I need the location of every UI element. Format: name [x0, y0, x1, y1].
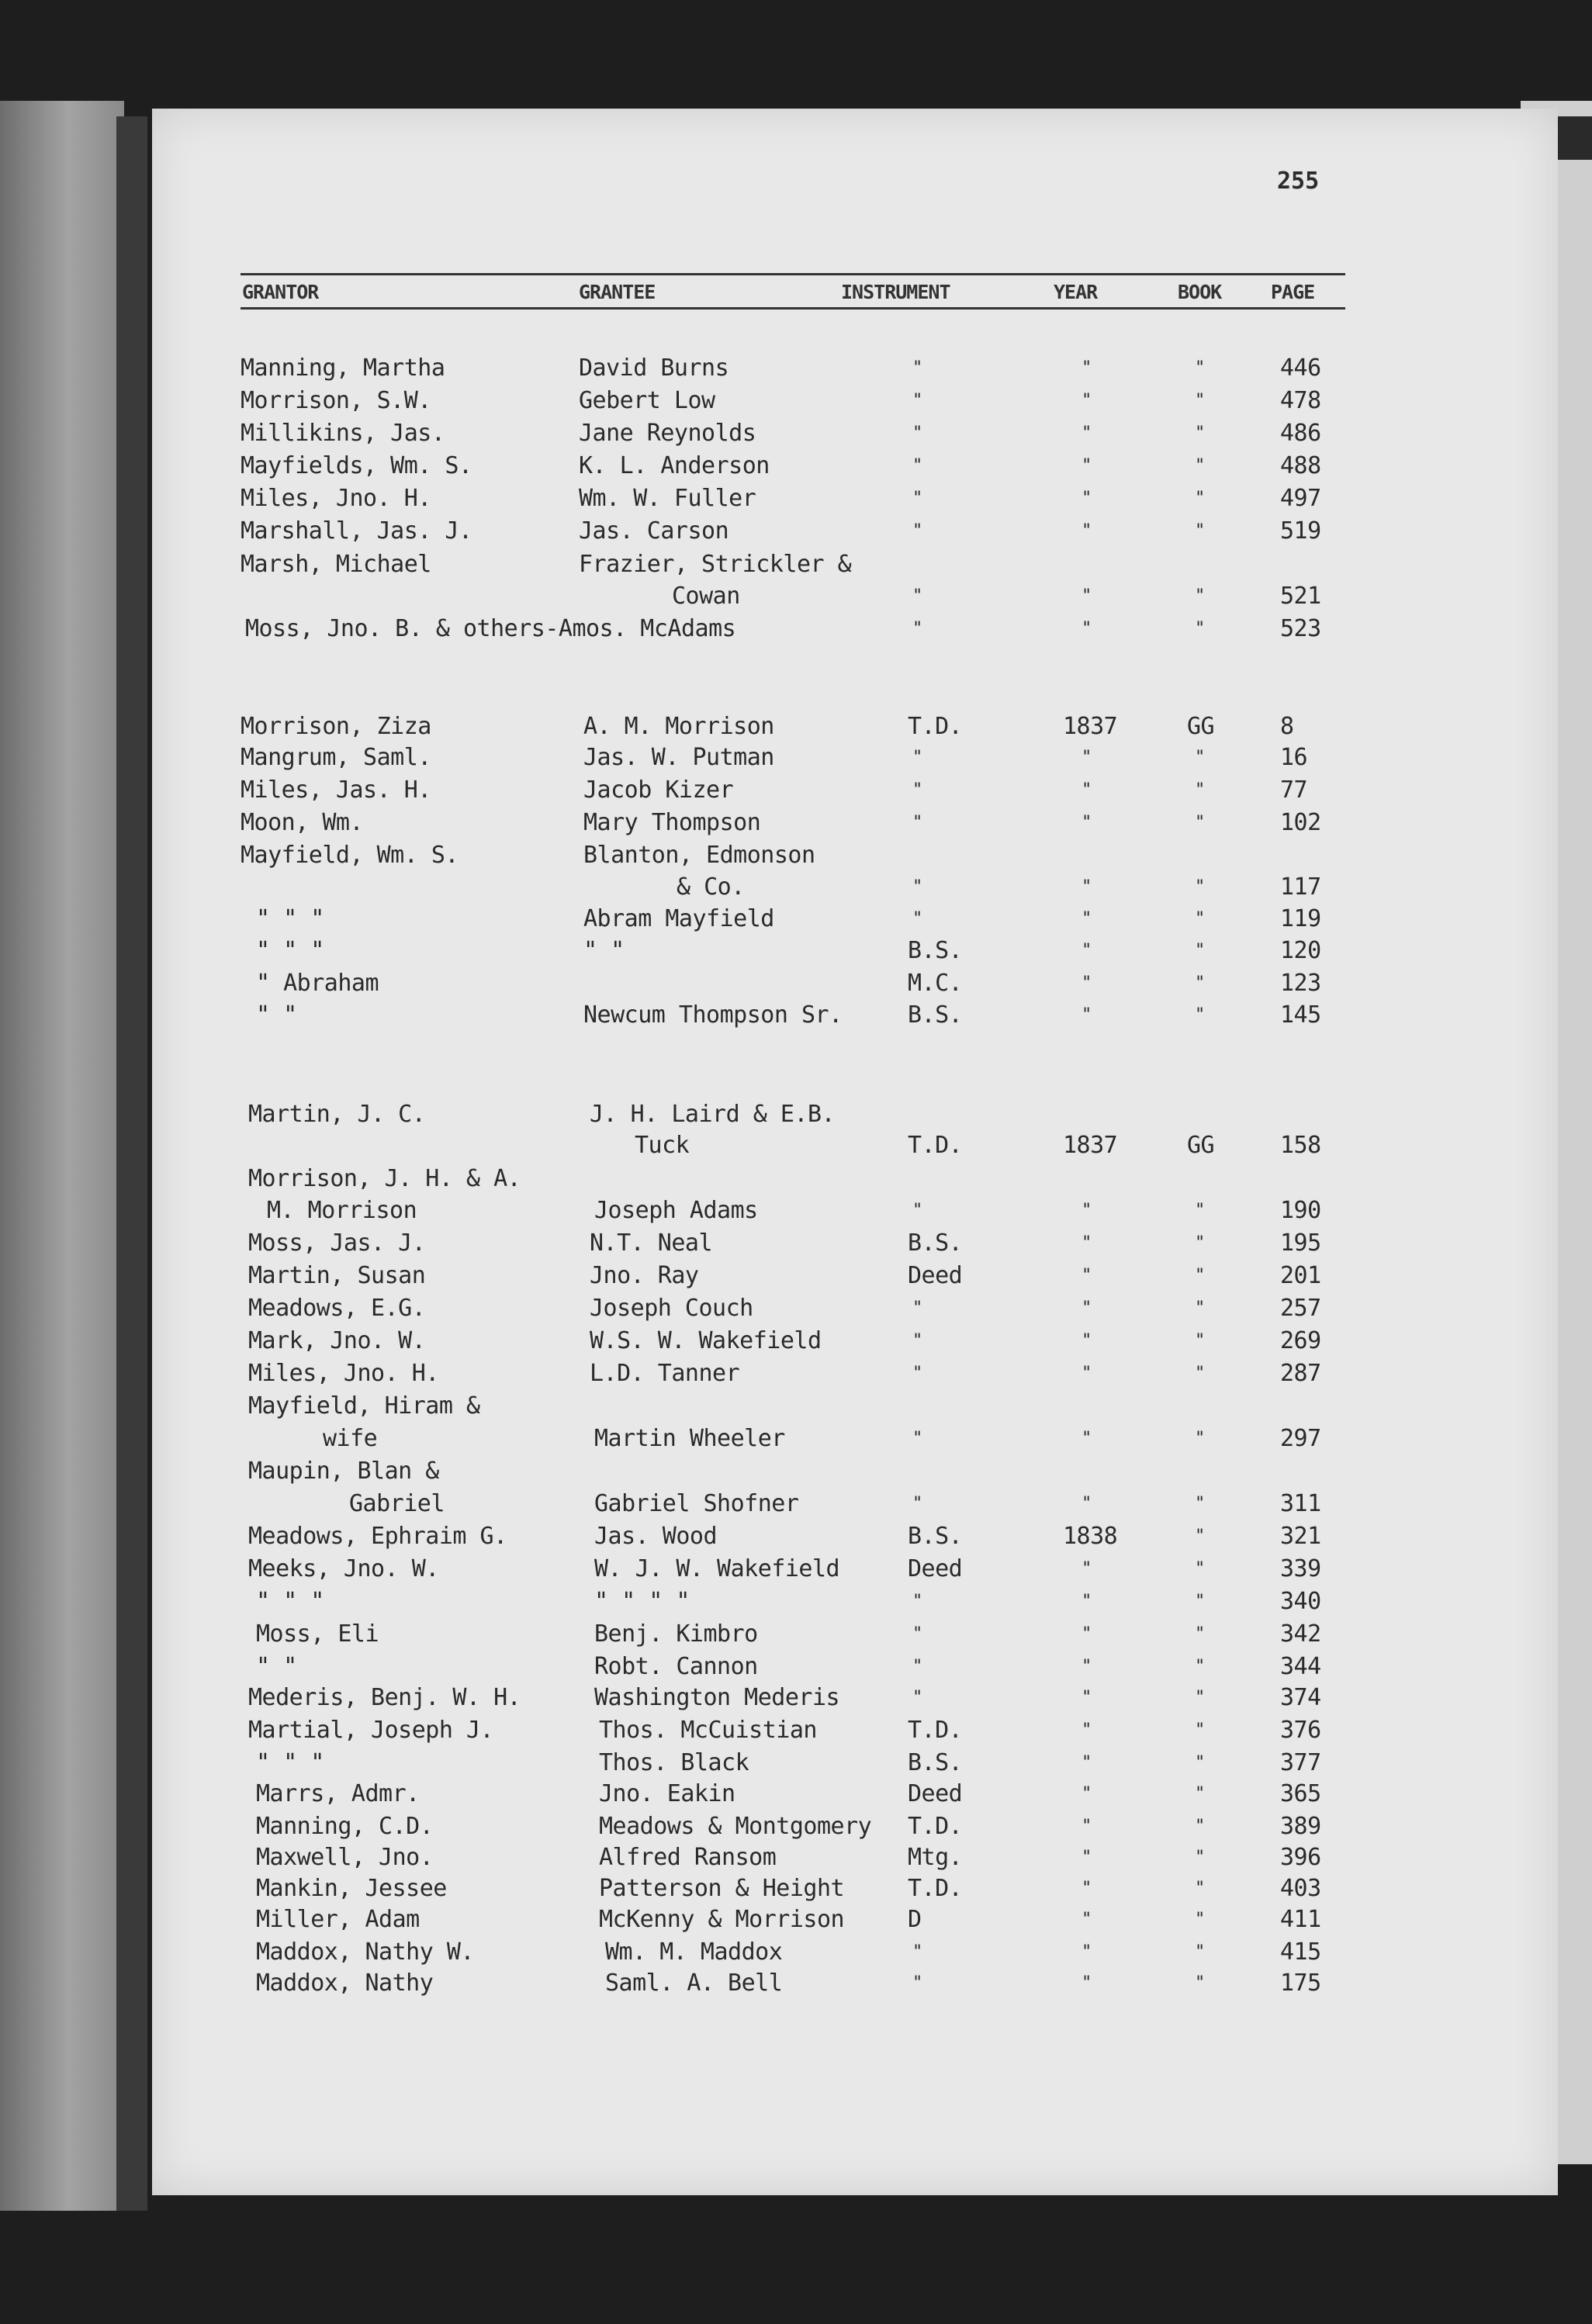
row-page: 201	[1280, 1262, 1321, 1289]
row-page: 523	[1280, 615, 1321, 642]
row-grantor: Mayfields, Wm. S.	[241, 452, 472, 479]
header-grantor: GRANTOR	[242, 281, 319, 303]
row-page: 145	[1280, 1001, 1321, 1029]
row-book: "	[1195, 941, 1205, 960]
row-grantor: Meadows, Ephraim G.	[248, 1523, 507, 1550]
row-book: "	[1195, 1753, 1205, 1772]
row-page: 8	[1280, 713, 1294, 740]
row-grantee: Wm. M. Maddox	[605, 1938, 783, 1966]
row-year: "	[1082, 1494, 1092, 1513]
row-grantor: Manning, C.D.	[256, 1813, 434, 1840]
row-book: GG	[1187, 713, 1215, 740]
row-book: "	[1195, 1721, 1205, 1740]
row-year: "	[1082, 1657, 1092, 1676]
row-book: "	[1195, 748, 1205, 767]
row-grantee: Abram Mayfield	[583, 905, 774, 932]
row-grantee: Alfred Ransom	[599, 1844, 777, 1871]
row-grantee: A. M. Morrison	[583, 713, 774, 740]
row-year: 1837	[1063, 1132, 1118, 1159]
row-book: "	[1195, 1527, 1205, 1546]
row-grantee: Joseph Couch	[590, 1295, 753, 1322]
row-instrument: "	[912, 489, 922, 508]
row-grantee: Gebert Low	[579, 387, 715, 414]
row-grantee: Blanton, Edmonson	[583, 842, 815, 869]
row-page: 120	[1280, 937, 1321, 964]
row-page: 374	[1280, 1684, 1321, 1711]
row-grantee: Frazier, Strickler &	[579, 551, 852, 578]
row-grantee: Benj. Kimbro	[594, 1620, 758, 1648]
row-instrument: "	[912, 1299, 922, 1318]
header-grantee: GRANTEE	[579, 281, 656, 303]
row-book: "	[1195, 1848, 1205, 1867]
row-year: "	[1082, 619, 1092, 638]
row-grantee: Thos. McCuistian	[599, 1717, 817, 1744]
row-grantor: Martial, Joseph J.	[248, 1717, 494, 1744]
row-instrument: "	[912, 1688, 922, 1707]
row-grantee: Robt. Cannon	[594, 1653, 758, 1680]
row-grantor: Miles, Jno. H.	[248, 1360, 439, 1387]
row-grantor: Mangrum, Saml.	[241, 744, 431, 771]
row-year: "	[1082, 1266, 1092, 1285]
row-year: "	[1082, 1005, 1092, 1025]
row-page: 102	[1280, 809, 1321, 836]
row-page: 287	[1280, 1360, 1321, 1387]
row-page: 342	[1280, 1620, 1321, 1648]
row-book: "	[1195, 1688, 1205, 1707]
row-year: "	[1082, 1848, 1092, 1867]
row-grantee: Joseph Adams	[594, 1197, 758, 1224]
row-page: 389	[1280, 1813, 1321, 1840]
row-grantee: Jno. Ray	[590, 1262, 699, 1289]
row-page: 16	[1280, 744, 1308, 771]
row-grantee: & Co.	[677, 873, 745, 901]
header-page: PAGE	[1271, 281, 1315, 303]
row-instrument: B.S.	[908, 1749, 963, 1776]
row-grantee: Saml. A. Bell	[605, 1970, 783, 1997]
row-grantee: Jas. W. Putman	[583, 744, 774, 771]
row-book: "	[1195, 1331, 1205, 1350]
row-year: "	[1082, 1721, 1092, 1740]
header-book: BOOK	[1178, 281, 1222, 303]
row-grantee: David Burns	[579, 354, 729, 382]
row-grantor: M. Morrison	[267, 1197, 417, 1224]
header-rule-bottom	[241, 307, 1345, 310]
row-grantee: Meadows & Montgomery	[599, 1813, 872, 1840]
row-year: "	[1082, 489, 1092, 508]
row-grantee: Tuck	[635, 1132, 690, 1159]
row-grantor: Miles, Jas. H.	[241, 776, 431, 804]
row-grantee: Newcum Thompson Sr.	[583, 1001, 843, 1029]
row-year: 1838	[1063, 1523, 1118, 1550]
row-year: "	[1082, 1879, 1092, 1898]
row-year: "	[1082, 1559, 1092, 1579]
row-instrument: "	[912, 1331, 922, 1350]
row-page: 486	[1280, 420, 1321, 447]
row-grantor: Maxwell, Jno.	[256, 1844, 434, 1871]
row-grantor: Miller, Adam	[256, 1906, 420, 1933]
row-instrument: "	[912, 521, 922, 541]
row-instrument: "	[912, 748, 922, 767]
row-year: "	[1082, 358, 1092, 378]
row-page: 415	[1280, 1938, 1321, 1966]
row-year: "	[1082, 1201, 1092, 1220]
row-instrument: "	[912, 586, 922, 606]
row-grantor: Marsh, Michael	[241, 551, 431, 578]
row-book: "	[1195, 1657, 1205, 1676]
row-grantor: Martin, J. C.	[248, 1101, 426, 1128]
row-instrument: M.C.	[908, 970, 963, 997]
row-page: 117	[1280, 873, 1321, 901]
binding-gutter	[116, 116, 147, 2211]
row-grantee: Jas. Carson	[579, 517, 729, 545]
row-book: "	[1195, 1266, 1205, 1285]
row-grantor: Moss, Jas. J.	[248, 1229, 426, 1257]
row-grantor: " Abraham	[256, 970, 379, 997]
row-grantee: Patterson & Height	[599, 1875, 845, 1902]
row-book: "	[1195, 1429, 1205, 1448]
row-page: 77	[1280, 776, 1308, 804]
row-book: "	[1195, 974, 1205, 993]
row-book: "	[1195, 1817, 1205, 1836]
row-book: "	[1195, 1879, 1205, 1898]
row-year: "	[1082, 1910, 1092, 1929]
row-grantee: Washington Mederis	[594, 1684, 840, 1711]
row-instrument: B.S.	[908, 1001, 963, 1029]
row-grantor: Moss, Jno. B. & others-Amos. McAdams	[245, 615, 736, 642]
row-page: 311	[1280, 1490, 1321, 1517]
row-grantee: Jas. Wood	[594, 1523, 718, 1550]
row-instrument: "	[912, 877, 922, 897]
row-book: "	[1195, 358, 1205, 378]
row-book: "	[1195, 1784, 1205, 1804]
row-grantor: Mederis, Benj. W. H.	[248, 1684, 521, 1711]
row-page: 340	[1280, 1588, 1321, 1615]
row-year: "	[1082, 586, 1092, 606]
row-book: "	[1195, 1973, 1205, 1993]
row-year: "	[1082, 424, 1092, 443]
row-grantor: " " "	[256, 1588, 324, 1615]
row-instrument: B.S.	[908, 1229, 963, 1257]
row-grantor: wife	[323, 1425, 378, 1452]
row-instrument: Deed	[908, 1780, 963, 1807]
row-book: "	[1195, 909, 1205, 929]
row-instrument: "	[912, 1494, 922, 1513]
row-year: "	[1082, 780, 1092, 800]
row-page: 119	[1280, 905, 1321, 932]
row-instrument: T.D.	[908, 713, 963, 740]
row-instrument: Deed	[908, 1262, 963, 1289]
row-book: "	[1195, 619, 1205, 638]
row-grantee: K. L. Anderson	[579, 452, 770, 479]
row-grantor: Miles, Jno. H.	[241, 485, 431, 512]
row-book: "	[1195, 489, 1205, 508]
row-book: "	[1195, 1201, 1205, 1220]
header-year: YEAR	[1054, 281, 1098, 303]
row-grantor: Mankin, Jessee	[256, 1875, 447, 1902]
row-page: 344	[1280, 1653, 1321, 1680]
row-year: "	[1082, 941, 1092, 960]
row-grantor: Moss, Eli	[256, 1620, 379, 1648]
row-year: "	[1082, 1624, 1092, 1644]
row-page: 519	[1280, 517, 1321, 545]
row-grantor: Mayfield, Hiram &	[248, 1392, 480, 1420]
row-grantor: Maddox, Nathy	[256, 1970, 434, 1997]
row-instrument: "	[912, 780, 922, 800]
row-book: "	[1195, 813, 1205, 832]
row-book: "	[1195, 521, 1205, 541]
row-instrument: T.D.	[908, 1717, 963, 1744]
row-year: "	[1082, 1299, 1092, 1318]
row-grantor: Moon, Wm.	[241, 809, 364, 836]
row-year: "	[1082, 877, 1092, 897]
row-page: 321	[1280, 1523, 1321, 1550]
row-grantee: Gabriel Shofner	[594, 1490, 799, 1517]
row-year: "	[1082, 1817, 1092, 1836]
header-instrument: INSTRUMENT	[841, 281, 950, 303]
row-book: "	[1195, 1559, 1205, 1579]
row-grantee: L.D. Tanner	[590, 1360, 740, 1387]
row-instrument: D	[908, 1906, 922, 1933]
row-grantee: Jno. Eakin	[599, 1780, 735, 1807]
row-grantee: " " " "	[594, 1588, 690, 1615]
row-year: "	[1082, 1942, 1092, 1962]
row-instrument: "	[912, 1942, 922, 1962]
row-instrument: B.S.	[908, 937, 963, 964]
row-instrument: "	[912, 1429, 922, 1448]
row-year: "	[1082, 1364, 1092, 1383]
row-grantor: Martin, Susan	[248, 1262, 426, 1289]
row-page: 377	[1280, 1749, 1321, 1776]
row-page: 403	[1280, 1875, 1321, 1902]
row-year: "	[1082, 1784, 1092, 1804]
row-page: 190	[1280, 1197, 1321, 1224]
row-grantee: N.T. Neal	[590, 1229, 713, 1257]
row-instrument: T.D.	[908, 1132, 963, 1159]
header-rule-top	[241, 273, 1345, 275]
row-grantee: Cowan	[672, 583, 740, 610]
row-book: "	[1195, 1233, 1205, 1253]
row-year: "	[1082, 813, 1092, 832]
row-book: "	[1195, 1942, 1205, 1962]
row-instrument: "	[912, 358, 922, 378]
row-page: 195	[1280, 1229, 1321, 1257]
row-book: "	[1195, 1299, 1205, 1318]
row-instrument: B.S.	[908, 1523, 963, 1550]
row-book: "	[1195, 1624, 1205, 1644]
row-book: "	[1195, 586, 1205, 606]
row-grantor: Maupin, Blan &	[248, 1458, 439, 1485]
row-year: "	[1082, 1753, 1092, 1772]
row-year: "	[1082, 1429, 1092, 1448]
row-grantee: Jacob Kizer	[583, 776, 734, 804]
row-grantor: " "	[256, 1653, 297, 1680]
row-page: 257	[1280, 1295, 1321, 1322]
row-year: "	[1082, 909, 1092, 929]
row-grantor: " " "	[256, 905, 324, 932]
row-grantee: McKenny & Morrison	[599, 1906, 845, 1933]
row-grantor: Morrison, S.W.	[241, 387, 431, 414]
row-instrument: T.D.	[908, 1875, 963, 1902]
row-year: "	[1082, 1233, 1092, 1253]
row-instrument: "	[912, 1592, 922, 1611]
row-year: 1837	[1063, 713, 1118, 740]
row-book: "	[1195, 1910, 1205, 1929]
page-number: 255	[1277, 168, 1320, 195]
row-grantee: Jane Reynolds	[579, 420, 756, 447]
row-page: 446	[1280, 354, 1321, 382]
row-grantor: Marrs, Admr.	[256, 1780, 420, 1807]
row-year: "	[1082, 748, 1092, 767]
row-instrument: "	[912, 1624, 922, 1644]
row-grantee: " "	[583, 937, 625, 964]
row-grantor: Maddox, Nathy W.	[256, 1938, 474, 1966]
row-book: "	[1195, 1494, 1205, 1513]
row-page: 339	[1280, 1555, 1321, 1582]
row-instrument: "	[912, 1973, 922, 1993]
row-page: 269	[1280, 1327, 1321, 1354]
row-grantor: Meadows, E.G.	[248, 1295, 426, 1322]
row-book: GG	[1187, 1132, 1215, 1159]
row-grantor: Morrison, J. H. & A.	[248, 1165, 521, 1192]
row-page: 123	[1280, 970, 1321, 997]
row-year: "	[1082, 1973, 1092, 1993]
row-instrument: Deed	[908, 1555, 963, 1582]
row-year: "	[1082, 521, 1092, 541]
row-page: 521	[1280, 583, 1321, 610]
row-instrument: "	[912, 1657, 922, 1676]
row-book: "	[1195, 877, 1205, 897]
row-book: "	[1195, 780, 1205, 800]
row-page: 376	[1280, 1717, 1321, 1744]
row-instrument: "	[912, 456, 922, 476]
row-year: "	[1082, 974, 1092, 993]
row-grantee: Wm. W. Fuller	[579, 485, 756, 512]
row-grantor: " " "	[256, 937, 324, 964]
row-instrument: "	[912, 619, 922, 638]
row-page: 478	[1280, 387, 1321, 414]
row-grantor: " "	[256, 1001, 297, 1029]
row-page: 488	[1280, 452, 1321, 479]
row-page: 497	[1280, 485, 1321, 512]
row-instrument: Mtg.	[908, 1844, 963, 1871]
row-grantor: Gabriel	[349, 1490, 445, 1517]
row-instrument: "	[912, 813, 922, 832]
row-page: 158	[1280, 1132, 1321, 1159]
row-instrument: "	[912, 1364, 922, 1383]
row-grantee: J. H. Laird & E.B.	[590, 1101, 836, 1128]
row-year: "	[1082, 456, 1092, 476]
row-grantor: Mayfield, Wm. S.	[241, 842, 459, 869]
row-page: 365	[1280, 1780, 1321, 1807]
row-book: "	[1195, 1592, 1205, 1611]
row-grantee: Thos. Black	[599, 1749, 749, 1776]
row-grantor: Marshall, Jas. J.	[241, 517, 472, 545]
row-grantor: " " "	[256, 1749, 324, 1776]
row-instrument: "	[912, 424, 922, 443]
row-year: "	[1082, 1331, 1092, 1350]
row-instrument: "	[912, 1201, 922, 1220]
row-book: "	[1195, 391, 1205, 410]
row-grantee: W. J. W. Wakefield	[594, 1555, 840, 1582]
row-book: "	[1195, 424, 1205, 443]
row-instrument: "	[912, 391, 922, 410]
row-book: "	[1195, 456, 1205, 476]
row-grantor: Mark, Jno. W.	[248, 1327, 426, 1354]
row-grantee: Mary Thompson	[583, 809, 761, 836]
row-page: 297	[1280, 1425, 1321, 1452]
row-grantor: Millikins, Jas.	[241, 420, 445, 447]
row-page: 396	[1280, 1844, 1321, 1871]
row-instrument: T.D.	[908, 1813, 963, 1840]
row-instrument: "	[912, 909, 922, 929]
row-year: "	[1082, 1592, 1092, 1611]
row-grantor: Morrison, Ziza	[241, 713, 431, 740]
row-grantee: W.S. W. Wakefield	[590, 1327, 822, 1354]
row-book: "	[1195, 1005, 1205, 1025]
row-grantor: Manning, Martha	[241, 354, 445, 382]
row-page: 411	[1280, 1906, 1321, 1933]
row-grantor: Meeks, Jno. W.	[248, 1555, 439, 1582]
facing-page	[0, 101, 124, 2211]
row-year: "	[1082, 1688, 1092, 1707]
row-page: 175	[1280, 1970, 1321, 1997]
row-book: "	[1195, 1364, 1205, 1383]
row-year: "	[1082, 391, 1092, 410]
row-grantee: Martin Wheeler	[594, 1425, 785, 1452]
